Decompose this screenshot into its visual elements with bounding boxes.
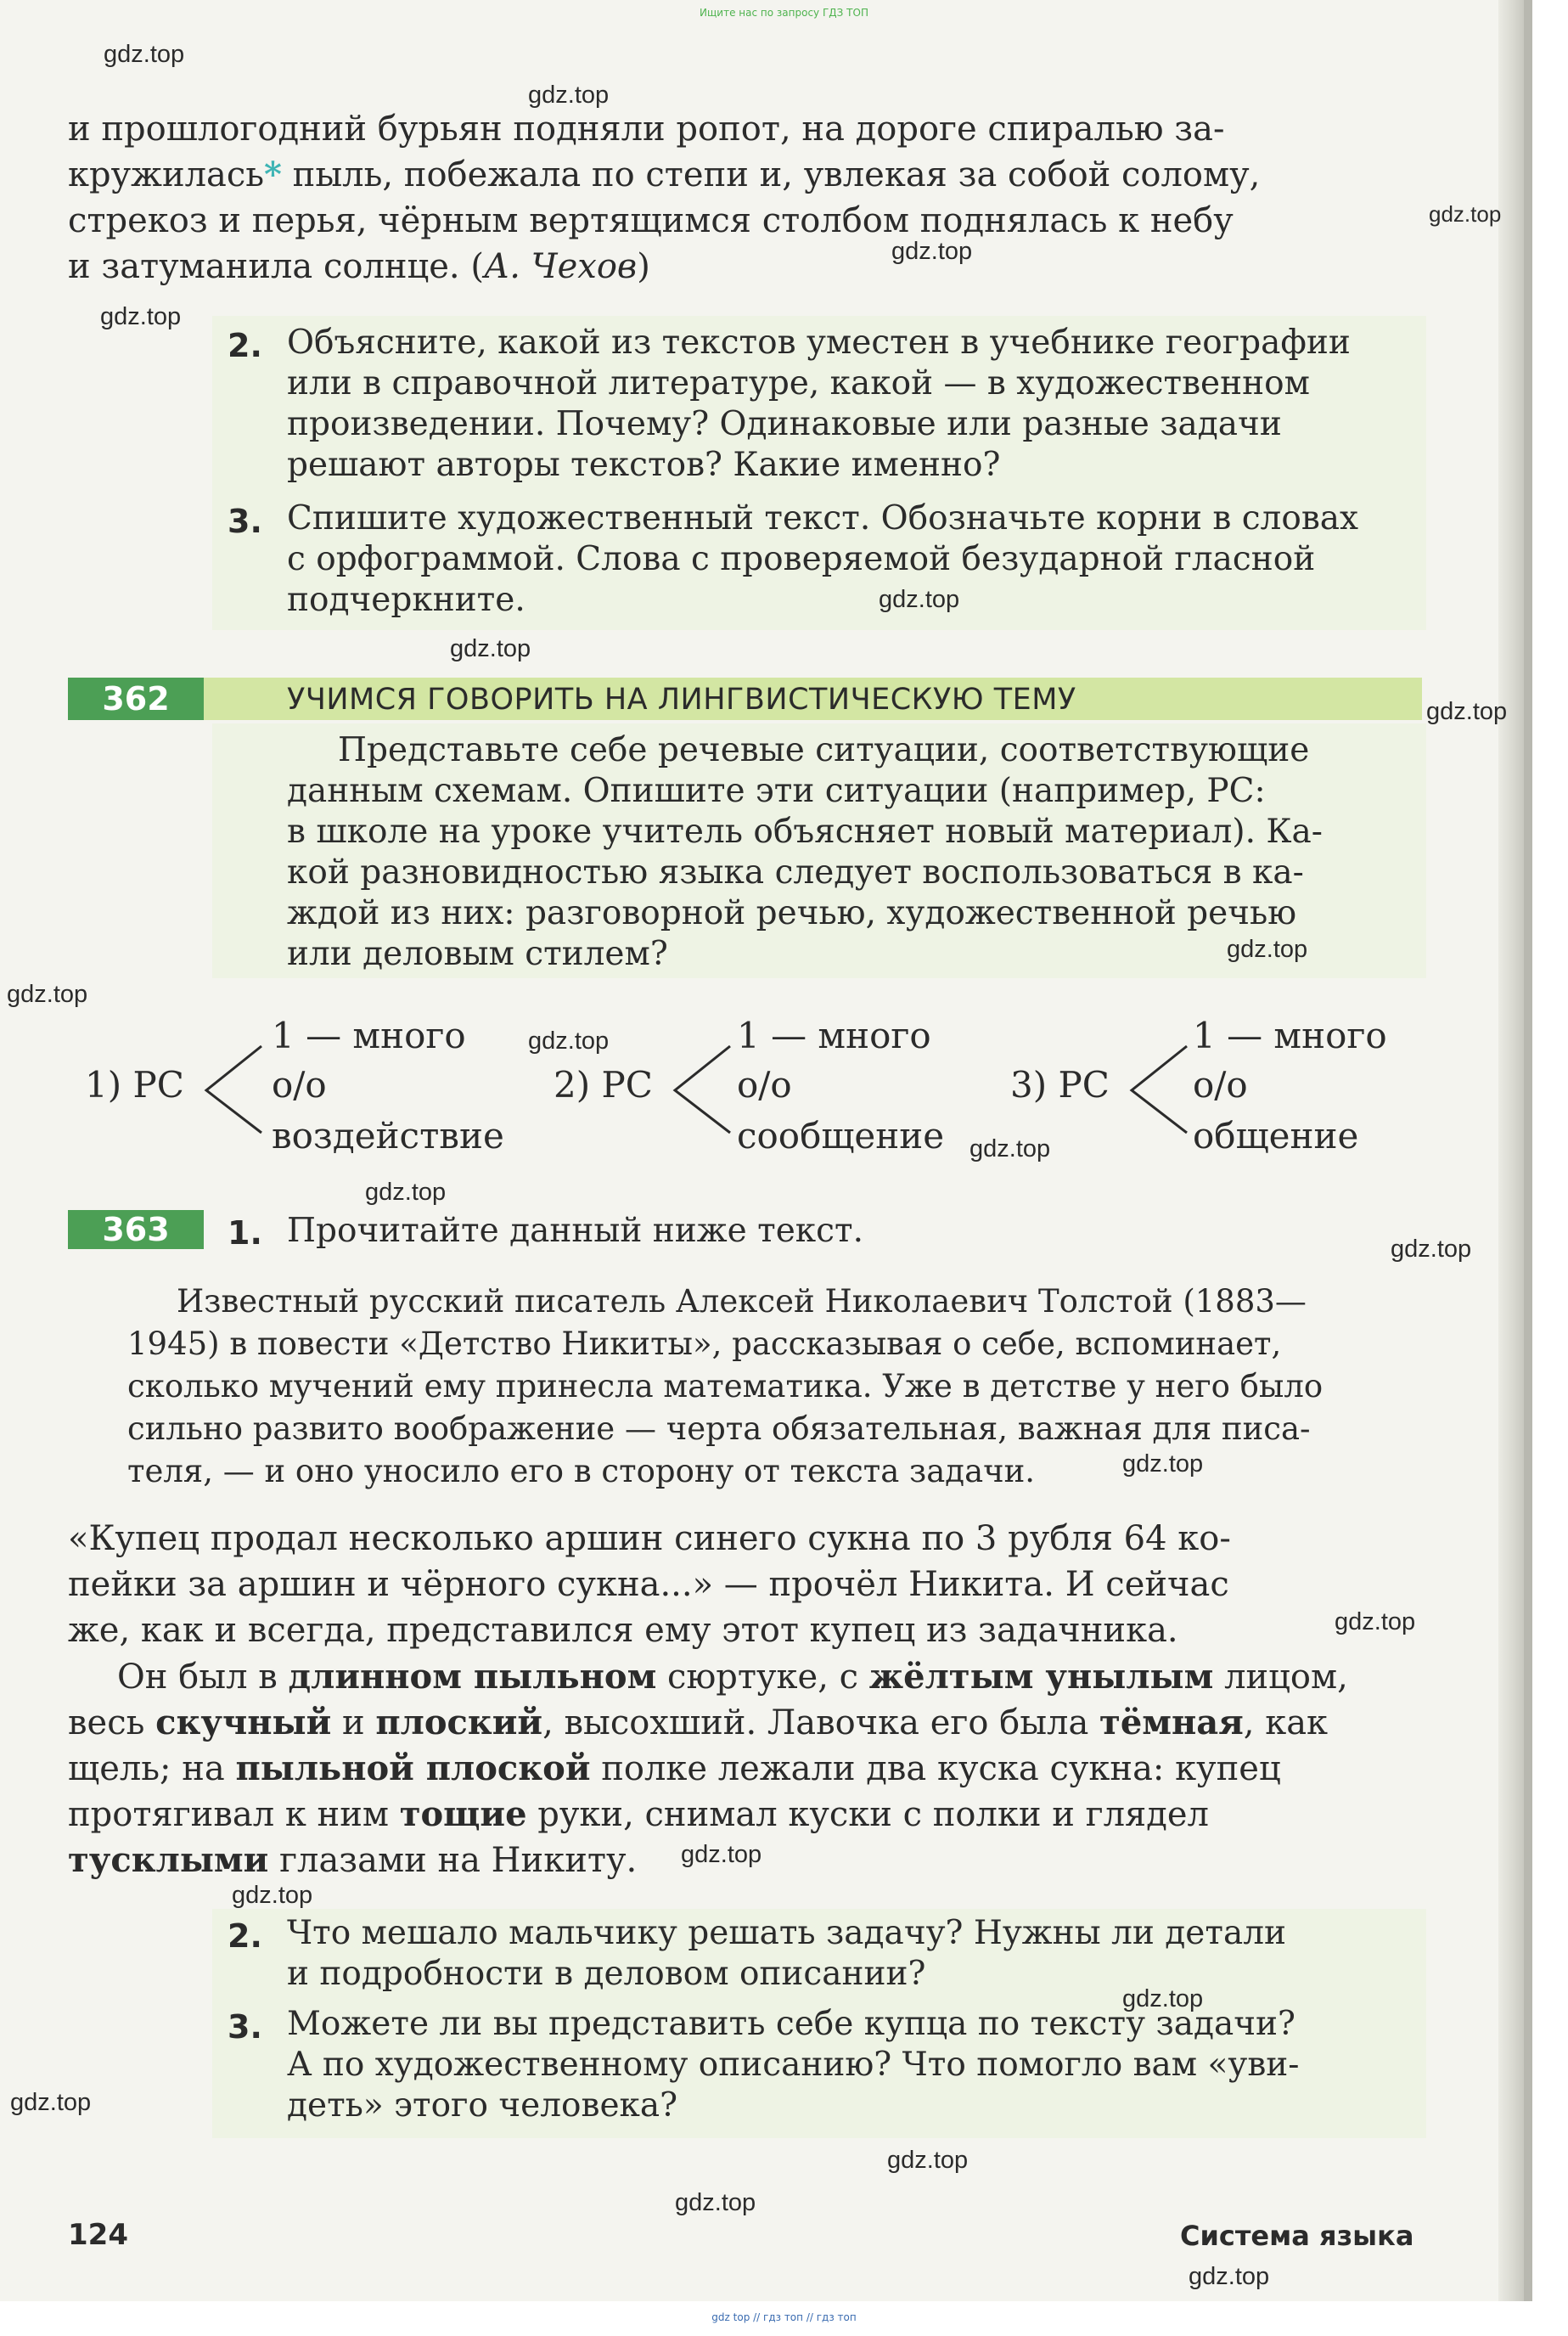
watermark: gdz.top <box>887 2147 969 2174</box>
page-edge <box>1524 0 1532 2301</box>
quote-line-2: пейки за аршин и чёрного сукна...» — прочёл Никита. И сейчас <box>68 1565 1229 1604</box>
exercise-362-line-2: данным схемам. Опишите эти ситуации (например, РС: <box>287 772 1266 810</box>
exercise-363-q2-line-2: и подробности в деловом описании? <box>287 1955 926 1993</box>
watermark: gdz.top <box>1391 1236 1472 1263</box>
scheme-3-top: 1 — много <box>1193 1015 1387 1056</box>
watermark: gdz.top <box>7 981 88 1008</box>
task-361-q2-number: 2. <box>228 327 262 364</box>
description-line-4: протягивал к ним тощие руки, снимал куски с полки и глядел <box>68 1794 1209 1834</box>
exercise-362-line-5: ждой из них: разговорной речью, художественной речью <box>287 894 1297 932</box>
watermark: gdz.top <box>10 2089 92 2116</box>
scheme-3-label: 3) РС <box>1010 1064 1110 1106</box>
quote-line-1: «Купец продал несколько аршин синего сукна по 3 рубля 64 ко- <box>68 1519 1231 1558</box>
exercise-363-intro-line-2: 1945) в повести «Детство Никиты», рассказывая о себе, вспоминает, <box>127 1326 1282 1362</box>
exercise-362-number: 362 <box>68 678 204 720</box>
exercise-362-line-6: или деловым стилем? <box>287 935 668 973</box>
exercise-362-line-4: кой разновидностью языка следует воспользоваться в ка- <box>287 853 1304 892</box>
exercise-363-q3-line-1: Можете ли вы представить себе купца по тексту задачи? <box>287 2005 1295 2043</box>
intro-line-1: и прошлогодний бурьян подняли ропот, на дороге спиралью за- <box>68 110 1225 149</box>
watermark: gdz.top <box>1429 201 1502 227</box>
asterisk-mark: * <box>264 155 282 194</box>
author-name: А. Чехов <box>483 247 638 286</box>
watermark: gdz.top <box>879 586 960 613</box>
task-361-q3-number: 3. <box>228 503 262 540</box>
section-name: Система языка <box>1180 2220 1414 2252</box>
watermark: gdz.top <box>528 82 610 109</box>
scheme-2-label: 2) РС <box>554 1064 653 1106</box>
header-note[interactable]: Ищите нас по запросу ГДЗ ТОП <box>700 7 868 19</box>
scheme-1-bottom: воздействие <box>272 1115 504 1157</box>
watermark: gdz.top <box>528 1027 610 1055</box>
description-line-5: тусклыми глазами на Никиту. <box>68 1840 638 1880</box>
scheme-3-mid: о/о <box>1193 1064 1248 1106</box>
watermark: gdz.top <box>1189 2263 1270 2290</box>
scheme-1-mid: о/о <box>272 1064 327 1106</box>
exercise-363-intro-line-5: теля, — и оно уносило его в сторону от текста задачи. <box>127 1453 1036 1489</box>
description-line-3: щель; на пыльной плоской полке лежали два куска сукна: купец <box>68 1748 1281 1788</box>
exercise-363-q3-line-2: А по художественному описанию? Что помогло вам «уви- <box>287 2046 1300 2084</box>
description-line-2: весь скучный и плоский, высохший. Лавочка его была тёмная, как <box>68 1703 1329 1742</box>
exercise-363-q2-number: 2. <box>228 1917 262 1955</box>
exercise-363-q1: Прочитайте данный ниже текст. <box>287 1212 863 1250</box>
watermark: gdz.top <box>1122 1985 1204 2012</box>
watermark: gdz.top <box>675 2189 756 2216</box>
task-361-q2-line-4: решают авторы текстов? Какие именно? <box>287 446 1001 484</box>
exercise-362-line-3: в школе на уроке учитель объясняет новый материал). Ка- <box>287 813 1323 851</box>
watermark: gdz.top <box>1122 1450 1204 1478</box>
watermark: gdz.top <box>232 1882 313 1909</box>
task-361-q2-line-3: произведении. Почему? Одинаковые или разные задачи <box>287 405 1282 443</box>
watermark: gdz.top <box>891 238 973 265</box>
scheme-3-bottom: общение <box>1193 1115 1359 1157</box>
watermark: gdz.top <box>365 1179 447 1206</box>
task-361-q3-line-1: Спишите художественный текст. Обозначьте корни в словах <box>287 499 1359 538</box>
exercise-363-intro-line-1: Известный русский писатель Алексей Николаевич Толстой (1883— <box>177 1283 1307 1320</box>
watermark: gdz.top <box>450 635 531 662</box>
task-361-q2-line-1: Объясните, какой из текстов уместен в учебнике географии <box>287 324 1351 362</box>
scheme-2-bottom: сообщение <box>737 1115 945 1157</box>
exercise-363-intro-line-4: сильно развито воображение — черта обязательная, важная для писа- <box>127 1410 1311 1447</box>
exercise-362-line-1: Представьте себе речевые ситуации, соответствующие <box>338 731 1310 769</box>
scheme-1-label: 1) РС <box>85 1064 184 1106</box>
exercise-363-number: 363 <box>68 1210 204 1249</box>
scheme-1-branch-icon <box>202 1038 270 1131</box>
page-spine-shadow <box>1498 0 1524 2301</box>
scheme-2-top: 1 — много <box>737 1015 931 1056</box>
watermark: gdz.top <box>681 1841 762 1868</box>
footer-note[interactable]: gdz top // гдз топ // гдз топ <box>711 2311 857 2323</box>
exercise-363-q3-number: 3. <box>228 2008 262 2046</box>
watermark: gdz.top <box>104 41 185 68</box>
exercise-363-q1-number: 1. <box>228 1214 262 1252</box>
exercise-363-q3-line-3: деть» этого человека? <box>287 2086 678 2125</box>
watermark: gdz.top <box>1426 698 1508 725</box>
quote-line-3: же, как и всегда, представился ему этот купец из задачника. <box>68 1611 1178 1650</box>
watermark: gdz.top <box>100 303 182 330</box>
watermark: gdz.top <box>1335 1608 1416 1635</box>
task-361-q3-line-2: с орфограммой. Слова с проверяемой безударной гласной <box>287 540 1316 578</box>
watermark: gdz.top <box>969 1135 1051 1162</box>
scheme-2-mid: о/о <box>737 1064 792 1106</box>
scheme-2-branch-icon <box>671 1038 739 1131</box>
scheme-1-top: 1 — много <box>272 1015 466 1056</box>
watermark: gdz.top <box>1227 936 1308 963</box>
exercise-362-title: УЧИМСЯ ГОВОРИТЬ НА ЛИНГВИСТИЧЕСКУЮ ТЕМУ <box>287 683 1076 717</box>
description-line-1: Он был в длинном пыльном сюртуке, с жёлтым унылым лицом, <box>117 1657 1348 1697</box>
intro-line-3: стрекоз и перья, чёрным вертящимся столбом поднялась к небу <box>68 201 1234 240</box>
exercise-363-q2-line-1: Что мешало мальчику решать задачу? Нужны ли детали <box>287 1914 1286 1952</box>
exercise-363-intro-line-3: сколько мучений ему принесла математика. Уже в детстве у него было <box>127 1368 1324 1404</box>
intro-line-2: кружилась* пыль, побежала по степи и, увлекая за собой солому, <box>68 155 1261 194</box>
task-361-q2-line-2: или в справочной литературе, какой — в художественном <box>287 364 1310 402</box>
page-number: 124 <box>68 2218 128 2252</box>
scheme-3-branch-icon <box>1127 1038 1195 1131</box>
task-361-q3-line-3: подчеркните. <box>287 581 525 619</box>
intro-line-4: и затуманила солнце. (А. Чехов) <box>68 247 650 286</box>
